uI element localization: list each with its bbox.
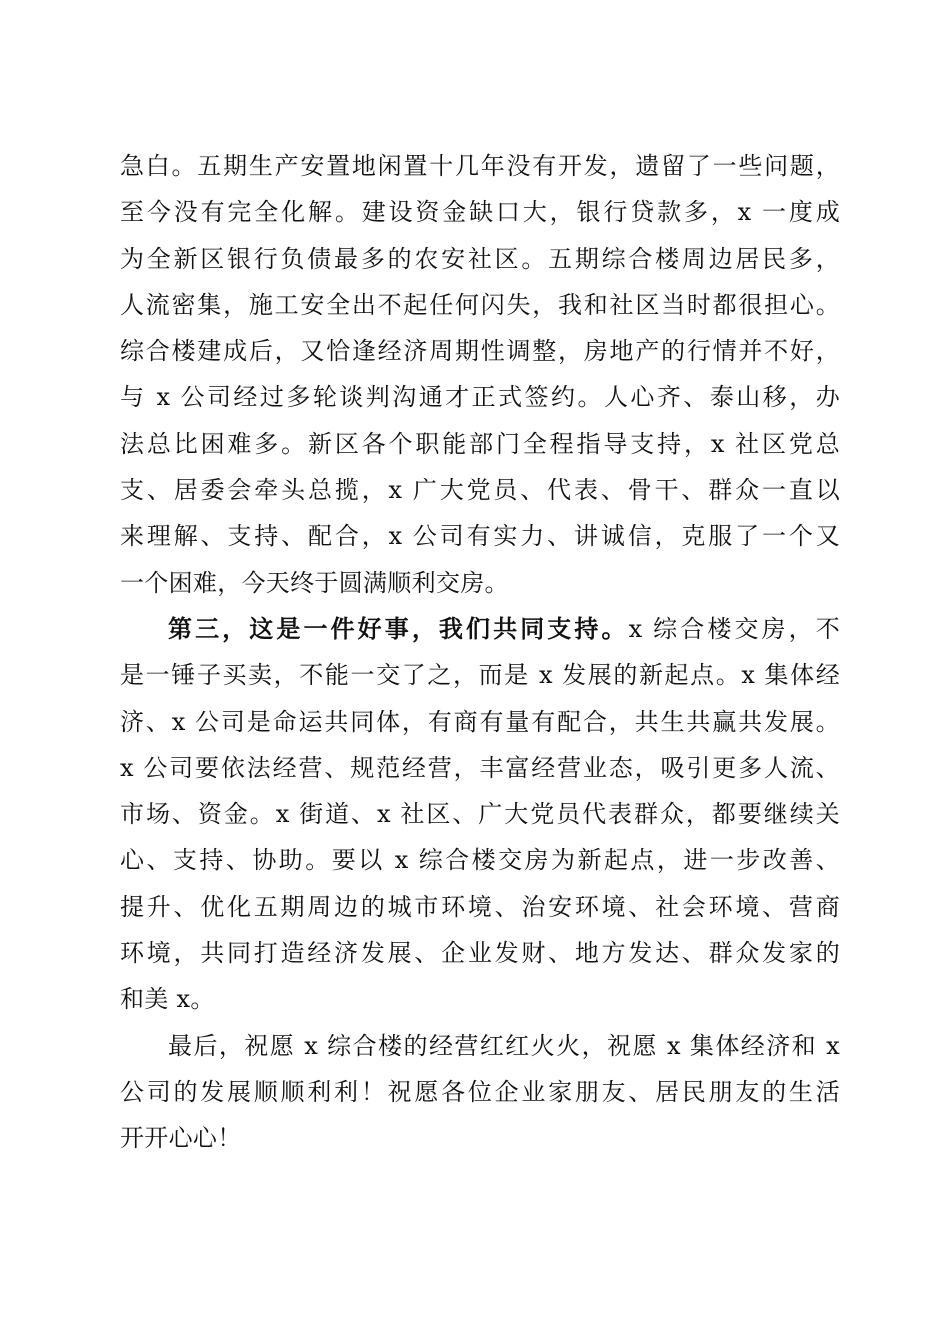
- paragraph-2-line-7: 提升、优化五期周边的城市环境、治安环境、社会环境、营商: [120, 892, 840, 921]
- paragraph-1-line-7: 法总比困难多。新区各个职能部门全程指导支持，x 社区党总: [120, 429, 840, 458]
- paragraph-2-line-3: 济、x 公司是命运共同体，有商有量有配合，共生共赢共发展。: [120, 707, 840, 736]
- paragraph-2-line-1-text: x 综合楼交房，不: [628, 614, 840, 643]
- paragraph-2-line-6: 心、支持、协助。要以 x 综合楼交房为新起点，进一步改善、: [120, 846, 840, 875]
- paragraph-1-line-10: 一个困难，今天终于圆满顺利交房。: [120, 568, 509, 597]
- document-body: [120, 143, 840, 1162]
- paragraph-3-line-1: 最后，祝愿 x 综合楼的经营红红火火，祝愿 x 集体经济和 x: [168, 1031, 840, 1060]
- paragraph-2-line-8: 环境，共同打造经济发展、企业发财、地方发达、群众发家的: [120, 939, 840, 968]
- section-heading: 第三，这是一件好事，我们共同支持。: [168, 613, 629, 643]
- paragraph-2-line-2: 是一锤子买卖，不能一交了之，而是 x 发展的新起点。x 集体经: [120, 661, 840, 690]
- paragraph-2-line-1: [120, 606, 840, 652]
- paragraph-1-line-5: 综合楼建成后，又恰逢经济周期性调整，房地产的行情并不好，: [120, 337, 840, 366]
- paragraph-1-line-2: 至今没有完全化解。建设资金缺口大，银行贷款多，x 一度成: [120, 198, 840, 227]
- paragraph-1-line-9: 来理解、支持、配合，x 公司有实力、讲诚信，克服了一个又: [120, 522, 840, 551]
- paragraph-1-line-8: 支、居委会牵头总揽，x 广大党员、代表、骨干、群众一直以: [120, 476, 840, 505]
- paragraph-1-line-3: 为全新区银行负债最多的农安社区。五期综合楼周边居民多，: [120, 244, 840, 273]
- paragraph-3-line-3: 开开心心！: [120, 1124, 242, 1153]
- paragraph-2-line-4: x 公司要依法经营、规范经营，丰富经营业态，吸引更多人流、: [120, 753, 840, 782]
- paragraph-2-line-5: 市场、资金。x 街道、x 社区、广大党员代表群众，都要继续关: [120, 800, 840, 829]
- paragraph-3-line-2: 公司的发展顺顺利利！祝愿各位企业家朋友、居民朋友的生活: [120, 1077, 840, 1106]
- paragraph-1-line-4: 人流密集，施工安全出不起任何闪失，我和社区当时都很担心。: [120, 290, 840, 319]
- paragraph-1-line-1: 急白。五期生产安置地闲置十几年没有开发，遗留了一些问题，: [120, 152, 840, 180]
- paragraph-2-line-9: 和美 x。: [120, 985, 215, 1014]
- paragraph-1-line-6: 与 x 公司经过多轮谈判沟通才正式签约。人心齐、泰山移，办: [120, 383, 840, 412]
